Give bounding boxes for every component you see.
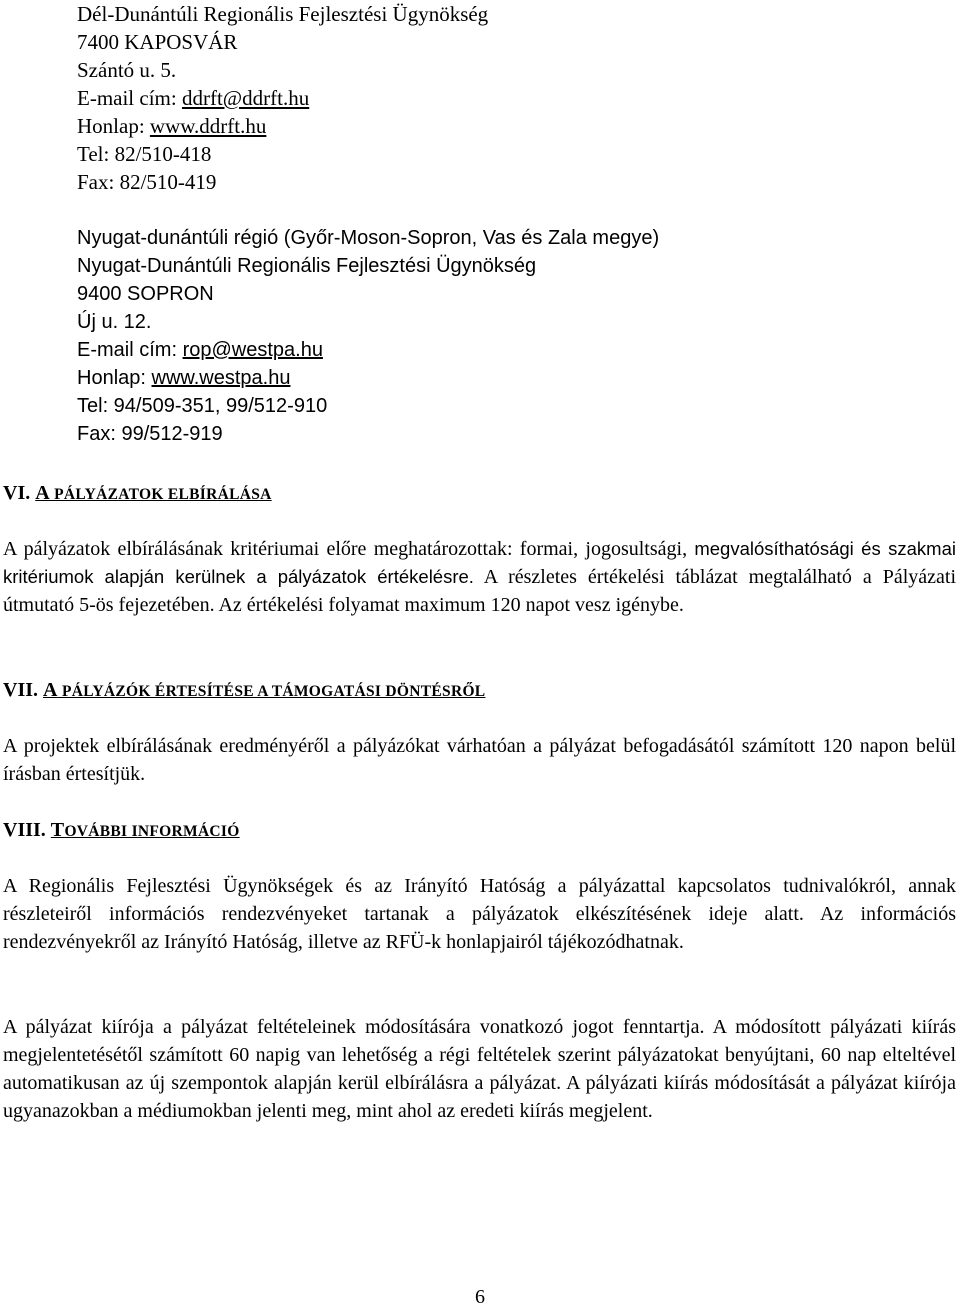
street: Új u. 12. <box>77 311 152 333</box>
email-line <box>77 336 659 364</box>
email-link[interactable]: ddrft@ddrft.hu <box>181 86 310 110</box>
section-heading: TOVÁBBI INFORMÁCIÓ <box>50 819 240 841</box>
email-label: E-mail cím: <box>77 86 182 110</box>
email-label: E-mail cím: <box>77 339 183 361</box>
tel: Tel: 94/509-351, 99/512-910 <box>77 395 328 417</box>
address-block-south-transdanubia <box>77 0 488 196</box>
fax: Fax: 99/512-919 <box>77 423 223 445</box>
email-line <box>77 84 488 112</box>
street: Szántó u. 5. <box>77 58 177 82</box>
section-6-title <box>3 480 272 508</box>
section-heading: A PÁLYÁZÓK ÉRTESÍTÉSE A TÁMOGATÁSI DÖNTÉSRŐL <box>43 679 486 701</box>
address-block-west-transdanubia <box>77 224 659 448</box>
region: Nyugat-dunántúli régió (Győr-Moson-Sopron, Vas és Zala megye) <box>77 227 660 249</box>
org-name: Dél-Dunántúli Regionális Fejlesztési Ügynökség <box>77 2 489 26</box>
section-7-title <box>3 677 485 705</box>
fax: Fax: 82/510-419 <box>77 170 217 194</box>
section-8-paragraph-1: A Regionális Fejlesztési Ügynökségek és az Irányító Hatóság a pályázattal kapcsolatos tudnivalókról, annak részleteiről információs rendezvényeket tartanak a pályázatok elkészítésének ideje alatt. Az információs rendezvényekről az Irányító Hatóság, illetve az RFÜ-k honlapjairól tájékozódhatnak. <box>3 875 956 953</box>
city: 9400 SOPRON <box>77 283 214 305</box>
web-line <box>77 112 488 140</box>
city: 7400 KAPOSVÁR <box>77 30 238 54</box>
section-8-title <box>3 817 240 845</box>
section-7-paragraph: A projektek elbírálásának eredményéről a pályázókat várhatóan a pályázat befogadásától számított 120 napon belül írásban értesítjük. <box>3 735 956 785</box>
section-number: VI. <box>3 482 36 504</box>
web-label: Honlap: <box>77 367 152 389</box>
section-number: VII. <box>3 679 44 701</box>
email-link[interactable]: rop@westpa.hu <box>182 339 323 361</box>
section-heading: A PÁLYÁZATOK ELBÍRÁLÁSA <box>35 482 272 504</box>
section-6-paragraph: A pályázatok elbírálásának kritériumai előre meghatározottak: formai, jogosultsági, megvalósíthatósági és szakmai kritériumok alapján kerülnek a pályázatok értékelésre. A részletes értékelési táblázat megtalálható a Pályázati útmutató 5-ös fejezetében. Az értékelési folyamat maximum 120 napot vesz igénybe. <box>3 538 956 616</box>
org-name: Nyugat-Dunántúli Regionális Fejlesztési Ügynökség <box>77 255 537 277</box>
web-link[interactable]: www.ddrft.hu <box>149 114 267 138</box>
tel: Tel: 82/510-418 <box>77 142 212 166</box>
page-number: 6 <box>475 1286 485 1308</box>
section-number: VIII. <box>3 819 51 841</box>
web-line <box>77 364 659 392</box>
section-8-paragraph-2: A pályázat kiírója a pályázat feltételeinek módosítására vonatkozó jogot fenntartja. A módosított pályázati kiírás megjelentetésétől számított 60 napig van lehetőség a régi feltételek szerint pályázatokat benyújtani, 60 nap elteltével automatikusan az új szempontok alapján kerül elbírálásra a pályázat. A pályázati kiírás módosítását a pályázat kiírója ugyanazokban a médiumokban jelenti meg, mint ahol az eredeti kiírás megjelent. <box>3 1016 956 1122</box>
web-label: Honlap: <box>77 114 150 138</box>
web-link[interactable]: www.westpa.hu <box>151 367 291 389</box>
